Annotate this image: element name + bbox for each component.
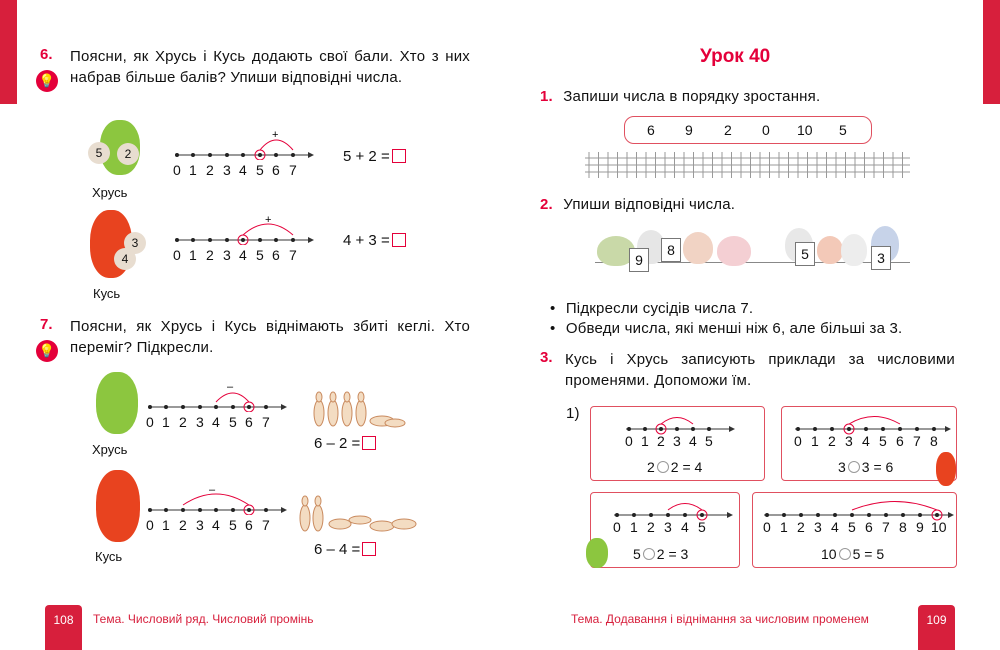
operator-circle[interactable]: [657, 461, 669, 473]
bird-sign: 9: [629, 248, 649, 272]
bird: [841, 234, 867, 266]
number-line-labels: [146, 517, 286, 533]
tick-label: 4: [212, 517, 220, 533]
equation-text: 5 + 2 =: [343, 148, 390, 165]
frame-number: 10: [797, 122, 813, 138]
hrus-label: Хрусь: [92, 442, 128, 457]
task1-block: [540, 86, 820, 107]
kus-monster-image: [936, 452, 956, 486]
left-edge-tab: [0, 0, 17, 104]
frame-number: 5: [839, 122, 847, 138]
tick-label: 2: [828, 433, 836, 449]
number-line-labels: [146, 414, 286, 430]
number-line-labels: [173, 247, 313, 263]
tick-label: 5: [705, 433, 713, 449]
bullet-item: [550, 318, 902, 339]
answer-box[interactable]: [362, 436, 376, 450]
bullet-item: [550, 298, 753, 319]
bird-sign: 8: [661, 238, 681, 262]
frame-number: 2: [724, 122, 732, 138]
lesson-title: Урок 40: [700, 46, 771, 67]
kus-monster-image: [96, 470, 140, 542]
number-line: [143, 483, 288, 515]
tick-label: 4: [239, 162, 247, 178]
tick-label: 6: [896, 433, 904, 449]
tick-label: 6: [272, 247, 280, 263]
bowling-pins-image: [312, 385, 407, 429]
hrus-label: Хрусь: [92, 185, 128, 200]
task2-number: 2.: [540, 196, 553, 213]
task2-text: Упиши відповідні числа.: [563, 196, 736, 213]
number-line-card: [590, 492, 740, 568]
tick-label: 1: [162, 414, 170, 430]
plus-sign: +: [272, 129, 279, 141]
number-line: [143, 380, 288, 412]
tick-label: 9: [916, 519, 924, 535]
page-number: 108: [45, 605, 82, 650]
tick-label: 7: [913, 433, 921, 449]
number-line-labels: [613, 519, 723, 535]
ball: 5: [88, 142, 110, 164]
tick-label: 2: [179, 414, 187, 430]
tick-label: 0: [763, 519, 771, 535]
frame-number: 6: [647, 122, 655, 138]
tick-label: 1: [189, 247, 197, 263]
tick-label: 0: [794, 433, 802, 449]
tick-label: 3: [196, 414, 204, 430]
task1-text: Запиши числа в порядку зростання.: [563, 88, 821, 105]
hrus-monster-image: [586, 538, 608, 568]
tick-label: 1: [189, 162, 197, 178]
card-equation: [633, 546, 688, 562]
answer-box[interactable]: [392, 233, 406, 247]
page-number: 109: [918, 605, 955, 650]
answer-box[interactable]: [392, 149, 406, 163]
tick-label: 3: [223, 247, 231, 263]
birds-on-wire-image: [595, 222, 910, 274]
hrus-monster-image: [96, 372, 138, 434]
operator-circle[interactable]: [839, 548, 851, 560]
tick-label: 3: [664, 519, 672, 535]
tick-label: 1: [630, 519, 638, 535]
equation: [314, 541, 376, 558]
number-line-card: [590, 406, 765, 481]
bird: [817, 236, 843, 264]
equation-rest: 2 = 4: [670, 459, 703, 475]
tick-label: 2: [657, 433, 665, 449]
tick-label: 7: [262, 517, 270, 533]
minus-sign: –: [227, 381, 234, 393]
tick-label: 5: [698, 519, 706, 535]
tick-label: 0: [146, 414, 154, 430]
tick-label: 10: [931, 519, 947, 535]
card-equation: [821, 546, 884, 562]
tick-label: 7: [882, 519, 890, 535]
bullet-dot: •: [550, 320, 556, 337]
tick-label: 4: [212, 414, 220, 430]
frame-number: 9: [685, 122, 693, 138]
tick-label: 5: [256, 162, 264, 178]
task7-block: [40, 316, 470, 358]
tick-label: 7: [289, 247, 297, 263]
tick-label: 2: [797, 519, 805, 535]
right-edge-tab: [983, 0, 1000, 104]
tick-label: 2: [206, 247, 214, 263]
tick-label: 0: [173, 247, 181, 263]
task3-number: 3.: [540, 349, 553, 366]
equation-text: 6 – 2 =: [314, 435, 361, 452]
answer-box[interactable]: [362, 542, 376, 556]
tick-label: 4: [831, 519, 839, 535]
task2-block: [540, 194, 735, 215]
tick-label: 5: [879, 433, 887, 449]
task3-block: [540, 349, 955, 391]
numbers-frame: [624, 116, 872, 144]
bird: [717, 236, 751, 266]
tick-label: 5: [848, 519, 856, 535]
equation: [343, 148, 406, 165]
kus-label: Кусь: [95, 549, 123, 564]
number-line: [170, 128, 315, 160]
tick-label: 2: [206, 162, 214, 178]
task6-number: 6.: [40, 46, 53, 63]
number-line: [170, 213, 315, 245]
tick-label: 4: [681, 519, 689, 535]
tick-label: 3: [814, 519, 822, 535]
bullet-text: Підкресли сусідів числа 7.: [565, 300, 754, 317]
tick-label: 8: [899, 519, 907, 535]
equation-rest: 5 = 5: [852, 546, 885, 562]
bird: [683, 232, 713, 264]
footer-topic: Тема. Додавання і віднімання за числовим променем: [571, 612, 869, 626]
footer-topic: Тема. Числовий ряд. Числовий промінь: [93, 612, 314, 626]
frame-number: 0: [762, 122, 770, 138]
bird-sign: 5: [795, 242, 815, 266]
lightbulb-icon: 💡: [36, 340, 58, 362]
tick-label: 6: [245, 517, 253, 533]
tick-label: 5: [229, 414, 237, 430]
tick-label: 0: [613, 519, 621, 535]
plus-sign: +: [265, 214, 272, 226]
number-line: [790, 413, 952, 435]
number-line-labels: [763, 519, 955, 535]
tick-label: 3: [673, 433, 681, 449]
operand: 5: [633, 546, 641, 562]
bird-sign: 3: [871, 246, 891, 270]
tick-label: 5: [229, 517, 237, 533]
task6-text: Поясни, як Хрусь і Кусь додають свої бали. Хто з них набрав більше балів? Упиши відповідні числа.: [70, 48, 470, 86]
operand: 2: [647, 459, 655, 475]
ball: 4: [114, 248, 136, 270]
tick-label: 7: [262, 414, 270, 430]
tick-label: 4: [239, 247, 247, 263]
tick-label: 6: [245, 414, 253, 430]
operand: 10: [821, 546, 837, 562]
tick-label: 1: [811, 433, 819, 449]
equation-text: 6 – 4 =: [314, 541, 361, 558]
bullet-text: Обведи числа, які менші ніж 6, але більші за 3.: [565, 320, 903, 337]
tick-label: 2: [647, 519, 655, 535]
operand: 3: [838, 459, 846, 475]
lightbulb-icon: 💡: [36, 70, 58, 92]
kus-label: Кусь: [93, 286, 121, 301]
tick-label: 0: [625, 433, 633, 449]
tick-label: 1: [162, 517, 170, 533]
number-line-card: [781, 406, 957, 481]
number-line: [621, 413, 736, 435]
number-line: [759, 499, 955, 521]
number-line-card: [752, 492, 957, 568]
operator-circle[interactable]: [848, 461, 860, 473]
tick-label: 2: [179, 517, 187, 533]
tick-label: 8: [930, 433, 938, 449]
ball: 3: [124, 232, 146, 254]
number-line: [609, 499, 734, 521]
bullet-dot: •: [550, 300, 556, 317]
card-equation: [838, 459, 893, 475]
tick-label: 6: [865, 519, 873, 535]
subtask-label: 1): [566, 405, 580, 422]
ball: 2: [117, 143, 139, 165]
task1-number: 1.: [540, 88, 553, 105]
tick-label: 3: [223, 162, 231, 178]
task7-number: 7.: [40, 316, 53, 333]
bowling-pins-image: [298, 488, 420, 534]
task7-text: Поясни, як Хрусь і Кусь віднімають збиті кеглі. Хто переміг? Підкресли.: [70, 318, 470, 356]
number-line-labels: [625, 433, 725, 449]
equation-rest: 2 = 3: [656, 546, 689, 562]
tick-label: 1: [641, 433, 649, 449]
equation-text: 4 + 3 =: [343, 232, 390, 249]
number-line-labels: [173, 162, 313, 178]
writing-grid[interactable]: [585, 152, 910, 178]
tick-label: 4: [862, 433, 870, 449]
tick-label: 0: [146, 517, 154, 533]
tick-label: 4: [689, 433, 697, 449]
tick-label: 1: [780, 519, 788, 535]
operator-circle[interactable]: [643, 548, 655, 560]
equation-rest: 3 = 6: [861, 459, 894, 475]
tick-label: 0: [173, 162, 181, 178]
task6-block: [40, 46, 470, 88]
card-equation: [647, 459, 702, 475]
equation: [343, 232, 406, 249]
minus-sign: –: [209, 484, 216, 496]
tick-label: 3: [845, 433, 853, 449]
task3-text: Кусь і Хрусь записують приклади за числовими променями. Допоможи їм.: [565, 351, 955, 389]
number-line-labels: [794, 433, 952, 449]
tick-label: 6: [272, 162, 280, 178]
tick-label: 5: [256, 247, 264, 263]
tick-label: 3: [196, 517, 204, 533]
tick-label: 7: [289, 162, 297, 178]
equation: [314, 435, 376, 452]
